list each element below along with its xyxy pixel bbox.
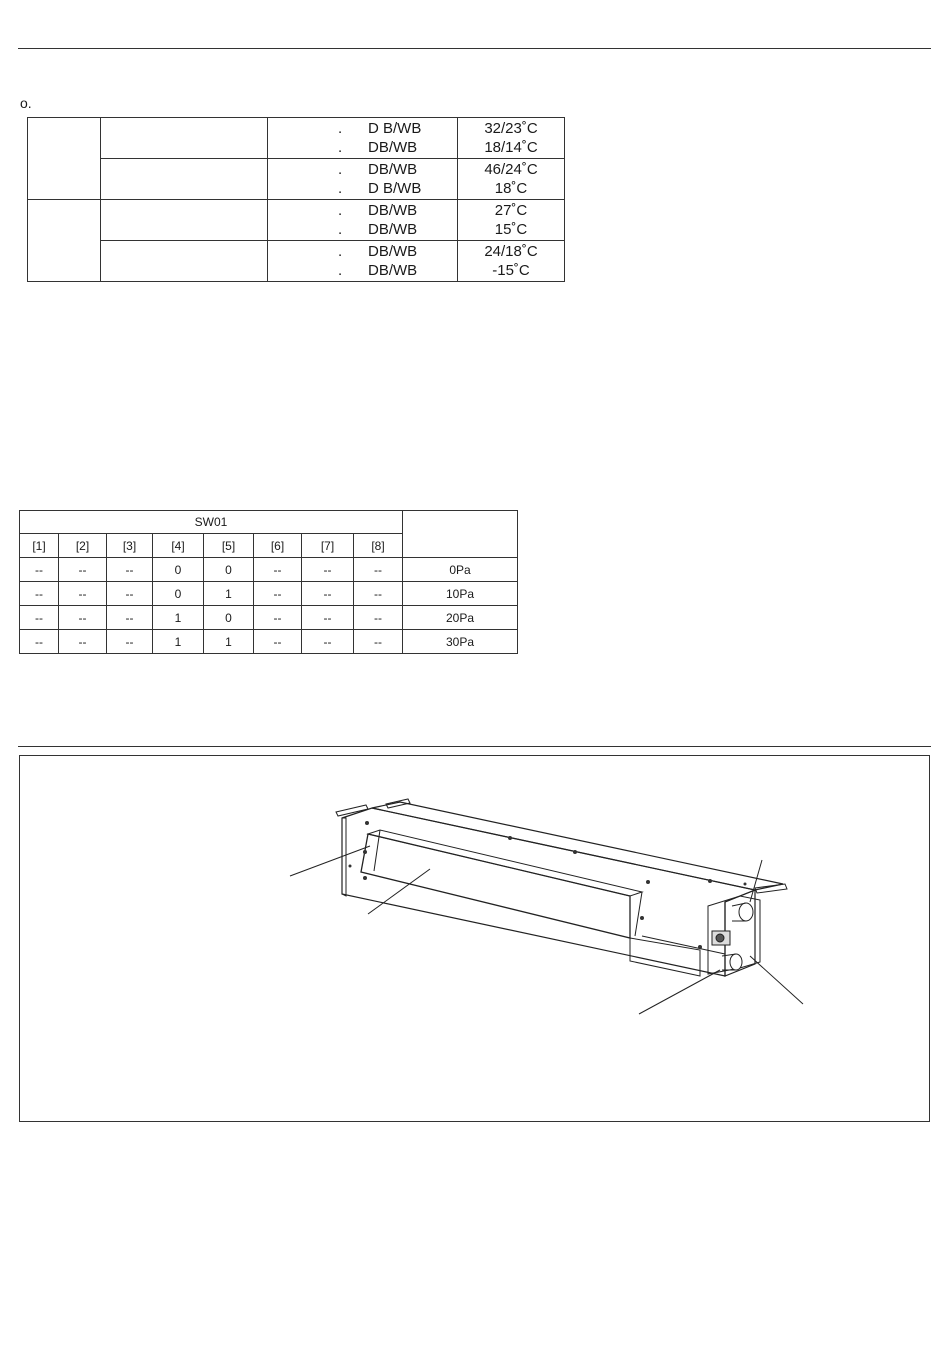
air-outlet-opening bbox=[361, 834, 630, 938]
top-divider bbox=[18, 48, 931, 49]
duct-unit-drawing bbox=[20, 756, 929, 1121]
value-cell bbox=[458, 241, 565, 282]
temperature-value: 15˚C bbox=[494, 221, 528, 238]
leader-line bbox=[639, 970, 720, 1014]
dbwb-label: DB/WB bbox=[368, 202, 418, 219]
note-text: o. bbox=[20, 95, 32, 111]
static-pressure-value: 20Pa bbox=[403, 606, 518, 630]
section-divider bbox=[18, 746, 931, 747]
sw01-title: SW01 bbox=[20, 511, 403, 534]
temperature-value: 18/14˚C bbox=[484, 139, 538, 156]
label-cell: . DB/WB . DB/WB bbox=[268, 200, 458, 241]
dbwb-label: DB/WB bbox=[368, 161, 418, 178]
temperature-value: 46/24˚C bbox=[484, 161, 538, 178]
static-pressure-value: 30Pa bbox=[403, 630, 518, 654]
temperature-value: -15˚C bbox=[492, 262, 530, 279]
indoor-unit-figure bbox=[19, 755, 930, 1122]
table-header-row bbox=[20, 511, 518, 534]
switch-header: [4] bbox=[153, 534, 204, 558]
dbwb-label: DB/WB bbox=[368, 221, 418, 238]
value-cell bbox=[458, 159, 565, 200]
table-row: -- -- -- 1 1 -- -- -- 30Pa bbox=[20, 630, 518, 654]
dbwb-label: DB/WB bbox=[368, 262, 418, 279]
air-outlet bbox=[368, 830, 642, 896]
label-cell: . D B/WB . DB/WB bbox=[268, 118, 458, 159]
condition-cell bbox=[101, 159, 268, 200]
table-row: -- -- -- 1 0 -- -- -- 20Pa bbox=[20, 606, 518, 630]
label-cell: . DB/WB . DB/WB bbox=[268, 241, 458, 282]
dbwb-label: D B/WB bbox=[368, 120, 422, 137]
switch-header: [7] bbox=[302, 534, 354, 558]
dbwb-label: DB/WB bbox=[368, 139, 418, 156]
pressure-header-cell bbox=[403, 511, 518, 558]
mounting-bracket bbox=[386, 799, 410, 808]
lower-step bbox=[630, 938, 700, 976]
leader-line bbox=[290, 846, 370, 876]
table-row bbox=[28, 200, 565, 241]
condition-cell bbox=[101, 241, 268, 282]
switch-header: [1] bbox=[20, 534, 59, 558]
pipe-connector bbox=[739, 903, 753, 921]
table-row bbox=[28, 118, 565, 159]
mode-cell bbox=[28, 118, 101, 200]
condition-cell bbox=[101, 200, 268, 241]
sw01-dip-switch-table bbox=[19, 510, 518, 654]
switch-header: [5] bbox=[204, 534, 254, 558]
switch-header: [6] bbox=[254, 534, 302, 558]
dbwb-label: DB/WB bbox=[368, 243, 418, 260]
leader-line bbox=[750, 956, 803, 1004]
temperature-value: 27˚C bbox=[494, 202, 528, 219]
switch-header: [3] bbox=[107, 534, 153, 558]
value-cell bbox=[458, 200, 565, 241]
leader-line bbox=[750, 860, 762, 902]
temperature-value: 18˚C bbox=[494, 180, 528, 197]
condition-cell bbox=[101, 118, 268, 159]
static-pressure-value: 10Pa bbox=[403, 582, 518, 606]
switch-header: [8] bbox=[354, 534, 403, 558]
label-cell: . DB/WB . D B/WB bbox=[268, 159, 458, 200]
temperature-value: 24/18˚C bbox=[484, 243, 538, 260]
temperature-value: 32/23˚C bbox=[484, 120, 538, 137]
table-row: -- -- -- 0 0 -- -- -- 0Pa bbox=[20, 558, 518, 582]
pipe-connector bbox=[730, 954, 742, 970]
static-pressure-value: 0Pa bbox=[403, 558, 518, 582]
dbwb-label: D B/WB bbox=[368, 180, 422, 197]
switch-header: [2] bbox=[59, 534, 107, 558]
table-row bbox=[28, 159, 565, 200]
table-row: -- -- -- 0 1 -- -- -- 10Pa bbox=[20, 582, 518, 606]
mode-cell bbox=[28, 200, 101, 282]
value-cell bbox=[458, 118, 565, 159]
table-row bbox=[28, 241, 565, 282]
operating-conditions-table bbox=[27, 117, 565, 282]
